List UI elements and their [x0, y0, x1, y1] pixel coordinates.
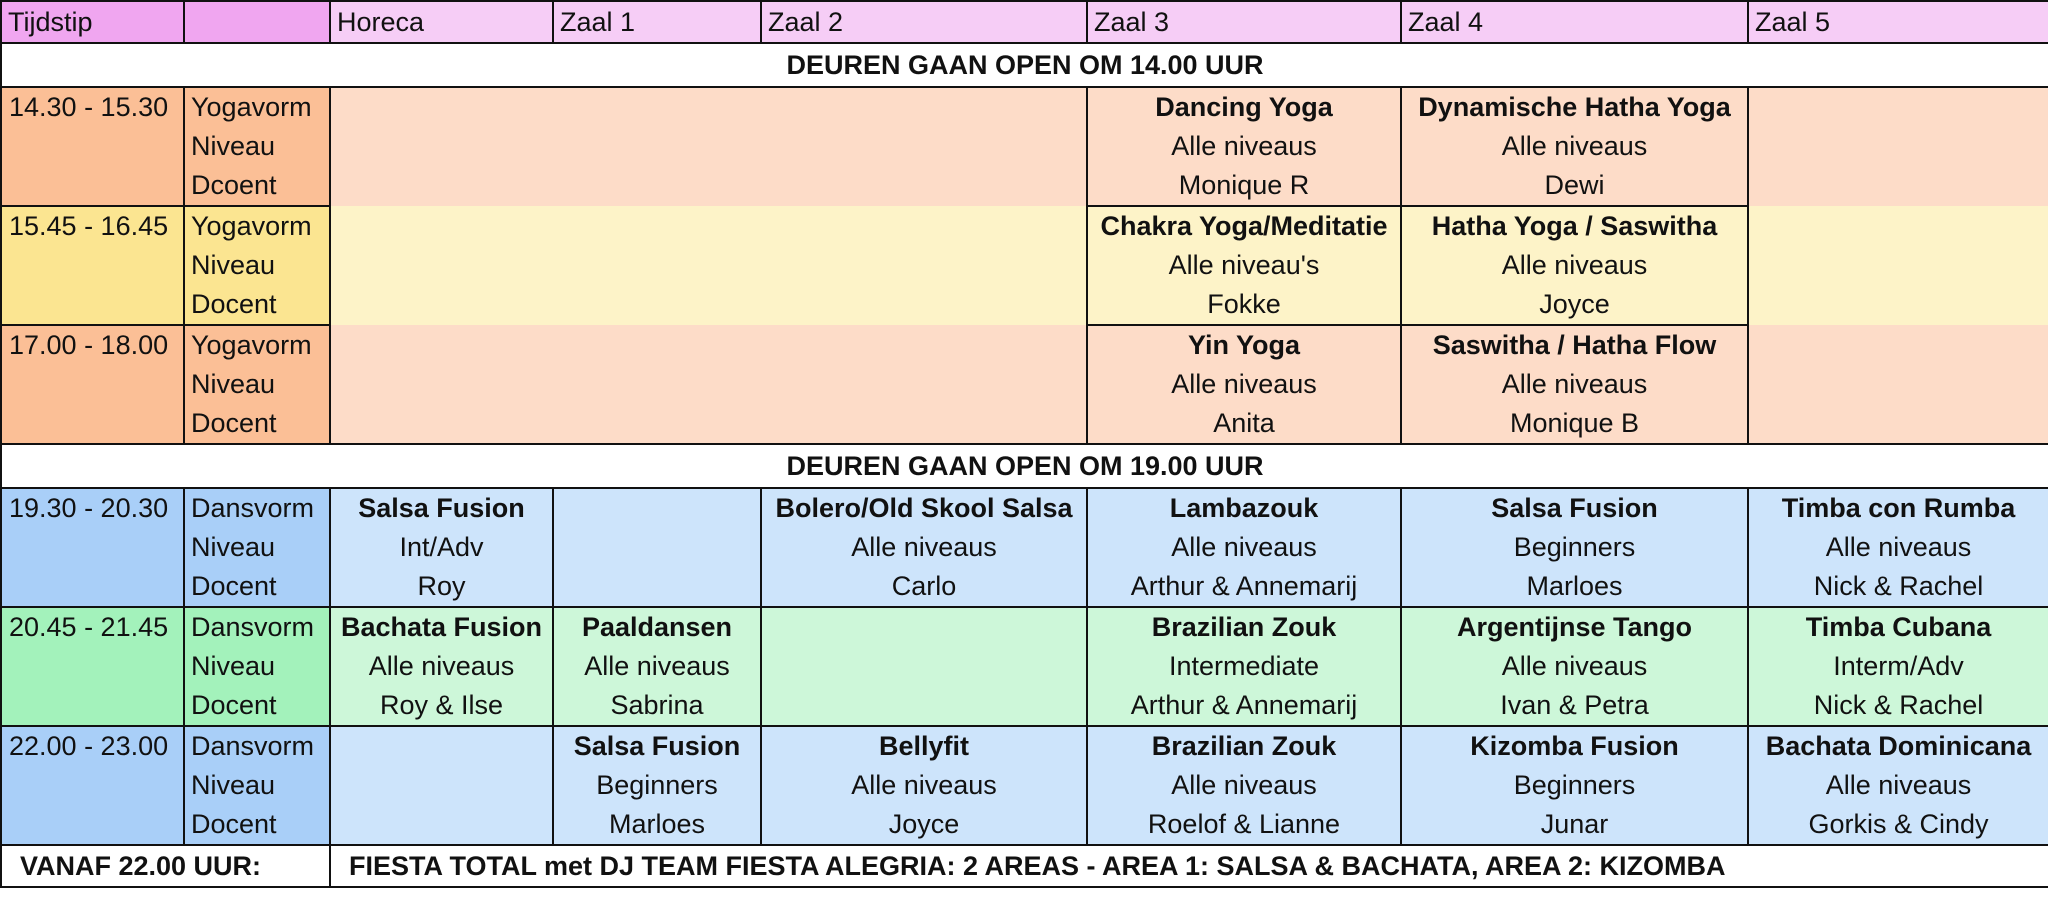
time-slot: 15.45 - 16.45 [1, 206, 184, 325]
class-level: Beginners [553, 766, 761, 805]
header-room-zaal3: Zaal 3 [1087, 1, 1401, 43]
class-name: Salsa Fusion [1401, 488, 1748, 528]
class-level: Int/Adv [330, 528, 553, 567]
class-teacher: Roy [330, 567, 553, 607]
class-teacher: Anita [1087, 404, 1401, 444]
class-teacher: Monique B [1401, 404, 1748, 444]
class-name: Salsa Fusion [330, 488, 553, 528]
class-teacher: Gorkis & Cindy [1748, 805, 2048, 845]
row-label: Niveau [184, 365, 330, 404]
class-name: Hatha Yoga / Saswitha [1401, 206, 1748, 246]
class-name: Argentijnse Tango [1401, 607, 1748, 647]
class-level: Alle niveaus [1748, 766, 2048, 805]
class-level: Alle niveaus [1748, 528, 2048, 567]
class-level [761, 647, 1087, 686]
header-room-zaal1: Zaal 1 [553, 1, 761, 43]
class-level: Alle niveaus [761, 766, 1087, 805]
empty-cell [1748, 206, 2048, 325]
header-room-zaal2: Zaal 2 [761, 1, 1087, 43]
class-level: Alle niveaus [1087, 528, 1401, 567]
header-blank [184, 1, 330, 43]
time-slot: 19.30 - 20.30 [1, 488, 184, 607]
banner-row [1, 43, 2048, 87]
class-teacher: Junar [1401, 805, 1748, 845]
class-level: Interm/Adv [1748, 647, 2048, 686]
footer-label: VANAF 22.00 UUR: [1, 845, 330, 887]
class-level: Beginners [1401, 528, 1748, 567]
class-name: Paaldansen [553, 607, 761, 647]
empty-cell [330, 325, 1087, 444]
row-label: Niveau [184, 127, 330, 166]
class-level: Alle niveaus [1401, 647, 1748, 686]
row-label: Niveau [184, 647, 330, 686]
class-level: Alle niveaus [1087, 365, 1401, 404]
class-teacher [761, 686, 1087, 726]
row-label: Docent [184, 805, 330, 845]
class-teacher [553, 567, 761, 607]
row-label: Dansvorm [184, 488, 330, 528]
class-teacher: Nick & Rachel [1748, 567, 2048, 607]
header-room-zaal4: Zaal 4 [1401, 1, 1748, 43]
class-teacher: Dewi [1401, 166, 1748, 206]
class-level: Alle niveaus [761, 528, 1087, 567]
empty-cell [1748, 325, 2048, 444]
row-label: Docent [184, 567, 330, 607]
row-label: Yogavorm [184, 87, 330, 127]
time-slot: 20.45 - 21.45 [1, 607, 184, 726]
row-label: Yogavorm [184, 206, 330, 246]
class-teacher: Ivan & Petra [1401, 686, 1748, 726]
class-name: Kizomba Fusion [1401, 726, 1748, 766]
class-teacher: Roy & Ilse [330, 686, 553, 726]
class-teacher: Joyce [1401, 285, 1748, 325]
footer-text: FIESTA TOTAL met DJ TEAM FIESTA ALEGRIA: 2 AREAS - AREA 1: SALSA & BACHATA, AREA 2: KIZOMBA [330, 845, 2048, 887]
time-slot: 14.30 - 15.30 [1, 87, 184, 206]
class-level [330, 766, 553, 805]
schedule-row [1, 325, 2048, 365]
class-name: Brazilian Zouk [1087, 726, 1401, 766]
class-name: Yin Yoga [1087, 325, 1401, 365]
class-name [553, 488, 761, 528]
class-teacher: Sabrina [553, 686, 761, 726]
row-label: Docent [184, 285, 330, 325]
class-level: Alle niveaus [330, 647, 553, 686]
class-name: Dancing Yoga [1087, 87, 1401, 127]
doors-open-banner-dance: DEUREN GAAN OPEN OM 19.00 UUR [1, 444, 2048, 488]
footer-row [1, 845, 2048, 887]
class-name: Bachata Dominicana [1748, 726, 2048, 766]
header-room-zaal5: Zaal 5 [1748, 1, 2048, 43]
class-name [330, 726, 553, 766]
schedule-row [1, 686, 2048, 726]
banner-row [1, 444, 2048, 488]
class-name: Bachata Fusion [330, 607, 553, 647]
schedule-row [1, 528, 2048, 567]
time-slot: 22.00 - 23.00 [1, 726, 184, 845]
class-name: Timba Cubana [1748, 607, 2048, 647]
class-level: Alle niveaus [553, 647, 761, 686]
class-level: Alle niveaus [1401, 246, 1748, 285]
row-label: Niveau [184, 766, 330, 805]
class-name: Chakra Yoga/Meditatie [1087, 206, 1401, 246]
time-slot: 17.00 - 18.00 [1, 325, 184, 444]
empty-cell [330, 206, 1087, 325]
row-label: Dansvorm [184, 726, 330, 766]
schedule-row [1, 87, 2048, 127]
class-level [553, 528, 761, 567]
class-name: Saswitha / Hatha Flow [1401, 325, 1748, 365]
row-label: Yogavorm [184, 325, 330, 365]
class-teacher: Marloes [1401, 567, 1748, 607]
class-name: Timba con Rumba [1748, 488, 2048, 528]
class-level: Alle niveaus [1401, 365, 1748, 404]
row-label: Docent [184, 404, 330, 444]
class-level: Alle niveaus [1087, 766, 1401, 805]
empty-cell [1748, 87, 2048, 206]
class-level: Alle niveaus [1087, 127, 1401, 166]
empty-cell [330, 87, 1087, 206]
schedule-row [1, 766, 2048, 805]
class-teacher: Carlo [761, 567, 1087, 607]
class-name: Lambazouk [1087, 488, 1401, 528]
class-teacher: Joyce [761, 805, 1087, 845]
class-teacher: Arthur & Annemarij [1087, 567, 1401, 607]
class-name: Bolero/Old Skool Salsa [761, 488, 1087, 528]
header-row [1, 1, 2048, 43]
schedule-row [1, 805, 2048, 845]
class-name: Dynamische Hatha Yoga [1401, 87, 1748, 127]
class-level: Intermediate [1087, 647, 1401, 686]
class-teacher [330, 805, 553, 845]
schedule-row [1, 206, 2048, 246]
schedule-row [1, 607, 2048, 647]
row-label: Niveau [184, 528, 330, 567]
header-room-horeca: Horeca [330, 1, 553, 43]
class-name: Bellyfit [761, 726, 1087, 766]
schedule-row [1, 567, 2048, 607]
row-label: Dcoent [184, 166, 330, 206]
schedule-row [1, 726, 2048, 766]
header-tijdstip: Tijdstip [1, 1, 184, 43]
class-name [761, 607, 1087, 647]
row-label: Niveau [184, 246, 330, 285]
doors-open-banner-yoga: DEUREN GAAN OPEN OM 14.00 UUR [1, 43, 2048, 87]
row-label: Dansvorm [184, 607, 330, 647]
row-label: Docent [184, 686, 330, 726]
class-teacher: Marloes [553, 805, 761, 845]
class-name: Salsa Fusion [553, 726, 761, 766]
class-level: Alle niveau's [1087, 246, 1401, 285]
class-teacher: Monique R [1087, 166, 1401, 206]
class-teacher: Roelof & Lianne [1087, 805, 1401, 845]
class-teacher: Nick & Rachel [1748, 686, 2048, 726]
class-name: Brazilian Zouk [1087, 607, 1401, 647]
class-teacher: Fokke [1087, 285, 1401, 325]
class-teacher: Arthur & Annemarij [1087, 686, 1401, 726]
schedule-row [1, 488, 2048, 528]
schedule-row [1, 647, 2048, 686]
class-level: Beginners [1401, 766, 1748, 805]
class-level: Alle niveaus [1401, 127, 1748, 166]
